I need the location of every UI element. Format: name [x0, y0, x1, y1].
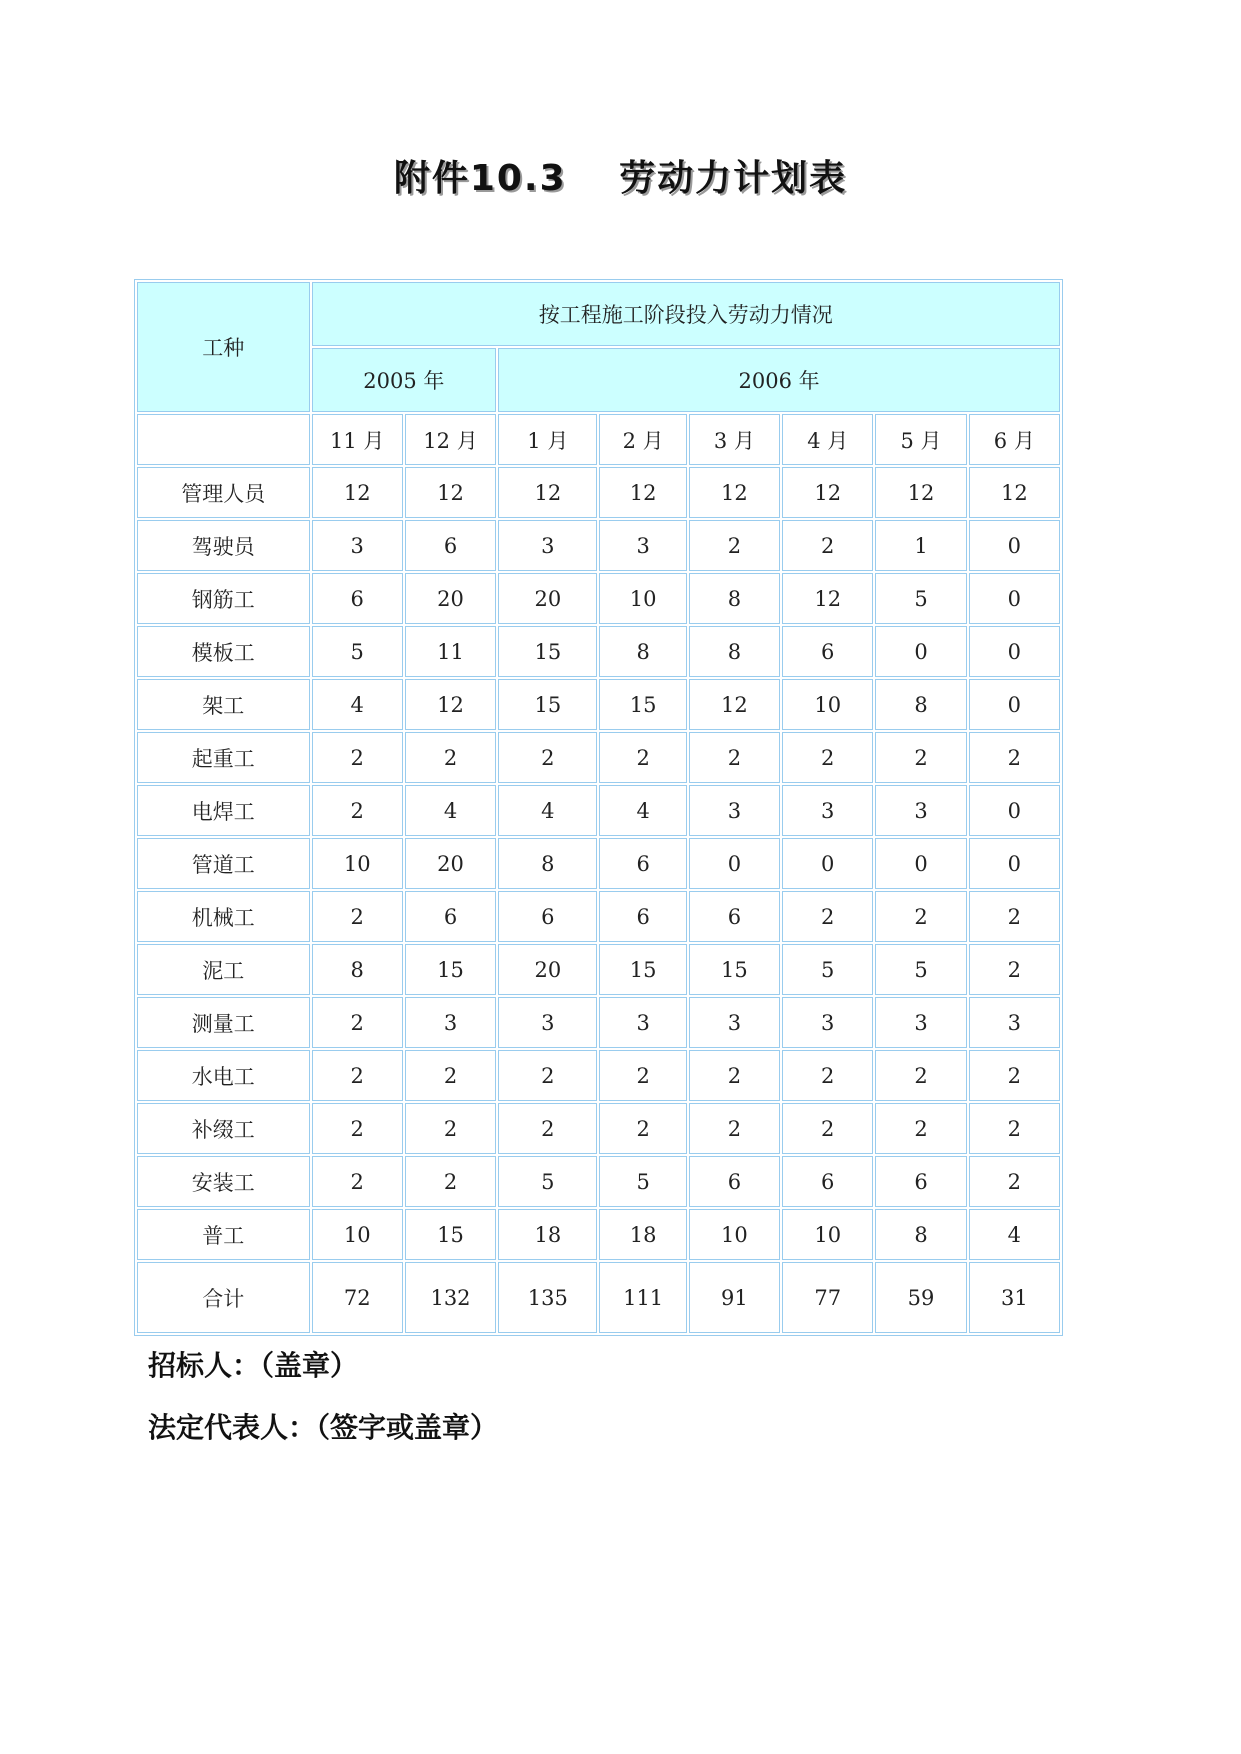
trade-name-cell: 安装工 [137, 1156, 310, 1207]
value-cell: 2 [969, 1156, 1060, 1207]
value-cell: 4 [599, 785, 686, 836]
value-cell: 2 [312, 1103, 403, 1154]
value-cell: 12 [689, 467, 780, 518]
value-cell: 0 [875, 626, 966, 677]
value-cell: 12 [689, 679, 780, 730]
value-cell: 11 [405, 626, 496, 677]
header-month: 11 月 [312, 414, 403, 465]
value-cell: 3 [405, 997, 496, 1048]
value-cell: 2 [312, 732, 403, 783]
value-cell: 0 [969, 679, 1060, 730]
header-blank-cell [137, 414, 310, 465]
total-value-cell: 31 [969, 1262, 1060, 1333]
value-cell: 18 [498, 1209, 597, 1260]
value-cell: 3 [782, 785, 873, 836]
value-cell: 2 [312, 997, 403, 1048]
value-cell: 12 [405, 467, 496, 518]
value-cell: 2 [782, 520, 873, 571]
value-cell: 0 [782, 838, 873, 889]
value-cell: 3 [782, 997, 873, 1048]
trade-name-cell: 电焊工 [137, 785, 310, 836]
legal-rep-signature-line: 法定代表人：（签字或盖章） [148, 1411, 499, 1444]
table-row [137, 520, 1060, 571]
value-cell: 8 [498, 838, 597, 889]
header-month: 5 月 [875, 414, 966, 465]
header-year-2006: 2006 年 [498, 348, 1060, 412]
trade-name-cell: 驾驶员 [137, 520, 310, 571]
value-cell: 4 [969, 1209, 1060, 1260]
value-cell: 2 [689, 1050, 780, 1101]
value-cell: 3 [875, 997, 966, 1048]
header-month: 4 月 [782, 414, 873, 465]
table-row [137, 679, 1060, 730]
value-cell: 18 [599, 1209, 686, 1260]
value-cell: 2 [969, 891, 1060, 942]
total-value-cell: 135 [498, 1262, 597, 1333]
value-cell: 8 [312, 944, 403, 995]
value-cell: 15 [689, 944, 780, 995]
value-cell: 20 [405, 838, 496, 889]
value-cell: 10 [689, 1209, 780, 1260]
value-cell: 2 [969, 1050, 1060, 1101]
value-cell: 0 [969, 838, 1060, 889]
value-cell: 6 [498, 891, 597, 942]
total-value-cell: 111 [599, 1262, 686, 1333]
value-cell: 6 [875, 1156, 966, 1207]
value-cell: 15 [405, 1209, 496, 1260]
header-month: 1 月 [498, 414, 597, 465]
value-cell: 6 [782, 626, 873, 677]
trade-name-cell: 起重工 [137, 732, 310, 783]
value-cell: 2 [405, 1103, 496, 1154]
bidder-seal-line: 招标人：（盖章） [148, 1349, 359, 1382]
value-cell: 6 [312, 573, 403, 624]
value-cell: 2 [875, 1103, 966, 1154]
table-row [137, 1103, 1060, 1154]
header-labor-by-stage: 按工程施工阶段投入劳动力情况 [312, 282, 1060, 346]
total-value-cell: 91 [689, 1262, 780, 1333]
value-cell: 2 [969, 944, 1060, 995]
value-cell: 6 [405, 520, 496, 571]
table-row [137, 891, 1060, 942]
header-month: 12 月 [405, 414, 496, 465]
value-cell: 20 [498, 573, 597, 624]
header-trade: 工种 [137, 282, 310, 412]
value-cell: 0 [969, 785, 1060, 836]
value-cell: 6 [405, 891, 496, 942]
value-cell: 2 [312, 891, 403, 942]
value-cell: 12 [498, 467, 597, 518]
value-cell: 8 [599, 626, 686, 677]
trade-name-cell: 管理人员 [137, 467, 310, 518]
value-cell: 3 [498, 997, 597, 1048]
trade-name-cell: 机械工 [137, 891, 310, 942]
trade-name-cell: 泥工 [137, 944, 310, 995]
value-cell: 5 [782, 944, 873, 995]
value-cell: 3 [875, 785, 966, 836]
value-cell: 2 [875, 891, 966, 942]
value-cell: 2 [969, 732, 1060, 783]
value-cell: 3 [689, 785, 780, 836]
document-title: 附件10.3 劳动力计划表 [393, 158, 848, 199]
value-cell: 0 [689, 838, 780, 889]
value-cell: 20 [405, 573, 496, 624]
header-year-2005: 2005 年 [312, 348, 497, 412]
header-month: 6 月 [969, 414, 1060, 465]
table-row [137, 573, 1060, 624]
value-cell: 2 [498, 1103, 597, 1154]
table-row [137, 785, 1060, 836]
table-row [137, 944, 1060, 995]
value-cell: 2 [689, 520, 780, 571]
value-cell: 5 [875, 944, 966, 995]
total-value-cell: 72 [312, 1262, 403, 1333]
table-row [137, 1209, 1060, 1260]
labor-plan-table [135, 280, 1062, 1335]
value-cell: 3 [599, 520, 686, 571]
total-row [137, 1262, 1060, 1333]
value-cell: 2 [782, 1050, 873, 1101]
total-value-cell: 77 [782, 1262, 873, 1333]
value-cell: 2 [875, 732, 966, 783]
value-cell: 2 [689, 1103, 780, 1154]
value-cell: 2 [405, 1050, 496, 1101]
value-cell: 10 [782, 1209, 873, 1260]
value-cell: 2 [498, 1050, 597, 1101]
trade-name-cell: 架工 [137, 679, 310, 730]
value-cell: 2 [312, 785, 403, 836]
table-row [137, 838, 1060, 889]
value-cell: 10 [782, 679, 873, 730]
value-cell: 3 [599, 997, 686, 1048]
value-cell: 2 [312, 1050, 403, 1101]
value-cell: 0 [875, 838, 966, 889]
value-cell: 2 [689, 732, 780, 783]
value-cell: 12 [969, 467, 1060, 518]
value-cell: 12 [782, 573, 873, 624]
value-cell: 6 [599, 838, 686, 889]
value-cell: 15 [599, 944, 686, 995]
value-cell: 15 [599, 679, 686, 730]
total-value-cell: 132 [405, 1262, 496, 1333]
value-cell: 8 [689, 626, 780, 677]
value-cell: 10 [312, 838, 403, 889]
value-cell: 2 [599, 1103, 686, 1154]
trade-name-cell: 水电工 [137, 1050, 310, 1101]
value-cell: 8 [689, 573, 780, 624]
value-cell: 2 [498, 732, 597, 783]
value-cell: 0 [969, 573, 1060, 624]
value-cell: 3 [969, 997, 1060, 1048]
value-cell: 5 [498, 1156, 597, 1207]
value-cell: 3 [312, 520, 403, 571]
value-cell: 2 [405, 732, 496, 783]
trade-name-cell: 钢筋工 [137, 573, 310, 624]
trade-name-cell: 补缀工 [137, 1103, 310, 1154]
value-cell: 1 [875, 520, 966, 571]
value-cell: 6 [599, 891, 686, 942]
value-cell: 12 [782, 467, 873, 518]
value-cell: 6 [782, 1156, 873, 1207]
value-cell: 2 [312, 1156, 403, 1207]
value-cell: 4 [405, 785, 496, 836]
value-cell: 12 [875, 467, 966, 518]
table-row [137, 997, 1060, 1048]
value-cell: 0 [969, 520, 1060, 571]
value-cell: 4 [498, 785, 597, 836]
value-cell: 2 [875, 1050, 966, 1101]
value-cell: 2 [599, 1050, 686, 1101]
trade-name-cell: 普工 [137, 1209, 310, 1260]
value-cell: 2 [782, 891, 873, 942]
table-row [137, 626, 1060, 677]
value-cell: 2 [969, 1103, 1060, 1154]
value-cell: 5 [312, 626, 403, 677]
value-cell: 12 [405, 679, 496, 730]
total-value-cell: 59 [875, 1262, 966, 1333]
table-row [137, 732, 1060, 783]
trade-name-cell: 测量工 [137, 997, 310, 1048]
value-cell: 15 [498, 679, 597, 730]
value-cell: 15 [405, 944, 496, 995]
header-month: 3 月 [689, 414, 780, 465]
value-cell: 3 [689, 997, 780, 1048]
table-row [137, 1050, 1060, 1101]
value-cell: 10 [599, 573, 686, 624]
value-cell: 12 [599, 467, 686, 518]
value-cell: 8 [875, 679, 966, 730]
value-cell: 20 [498, 944, 597, 995]
table-row [137, 467, 1060, 518]
value-cell: 10 [312, 1209, 403, 1260]
value-cell: 8 [875, 1209, 966, 1260]
value-cell: 12 [312, 467, 403, 518]
value-cell: 5 [875, 573, 966, 624]
value-cell: 3 [498, 520, 597, 571]
labor-plan-table-wrapper [134, 279, 1063, 1336]
table-row [137, 1156, 1060, 1207]
value-cell: 15 [498, 626, 597, 677]
value-cell: 2 [782, 732, 873, 783]
value-cell: 2 [782, 1103, 873, 1154]
value-cell: 0 [969, 626, 1060, 677]
value-cell: 6 [689, 1156, 780, 1207]
header-month: 2 月 [599, 414, 686, 465]
trade-name-cell: 模板工 [137, 626, 310, 677]
total-label-cell: 合计 [137, 1262, 310, 1333]
value-cell: 5 [599, 1156, 686, 1207]
trade-name-cell: 管道工 [137, 838, 310, 889]
value-cell: 2 [599, 732, 686, 783]
value-cell: 2 [405, 1156, 496, 1207]
value-cell: 6 [689, 891, 780, 942]
value-cell: 4 [312, 679, 403, 730]
